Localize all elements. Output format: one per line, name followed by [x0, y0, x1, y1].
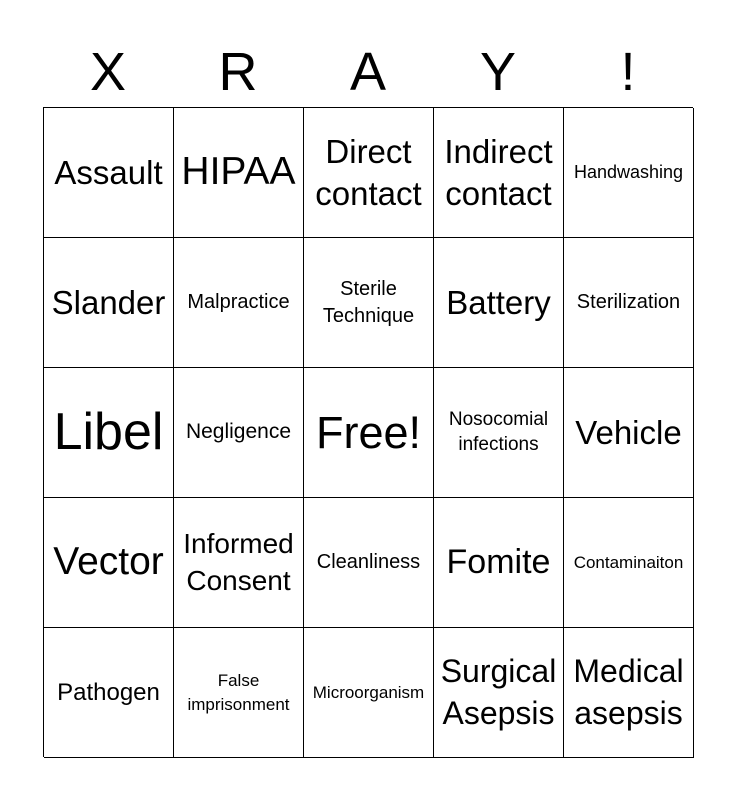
header-letter-y: Y: [479, 42, 517, 102]
bingo-cell-handwashing[interactable]: Handwashing: [564, 108, 694, 238]
bingo-cell-battery[interactable]: Battery: [434, 238, 564, 368]
bingo-cell-indirect-contact[interactable]: Indirect contact: [434, 108, 564, 238]
bingo-cell-direct-contact[interactable]: Direct contact: [304, 108, 434, 238]
bingo-card-grid: [43, 107, 693, 757]
bingo-cell-fomite[interactable]: Fomite: [434, 498, 564, 628]
bingo-cell-nosocomial-infections[interactable]: Nosocomial infections: [434, 368, 564, 498]
bingo-cell-pathogen[interactable]: Pathogen: [44, 628, 174, 758]
bingo-cell-negligence[interactable]: Negligence: [174, 368, 304, 498]
header-letter-x: X: [89, 42, 127, 102]
bingo-cell-slander[interactable]: Slander: [44, 238, 174, 368]
header-letter-r: R: [218, 42, 258, 102]
bingo-cell-hipaa[interactable]: HIPAA: [174, 108, 304, 238]
bingo-cell-surgical-asepsis[interactable]: Surgical Asepsis: [434, 628, 564, 758]
bingo-cell-contaminaiton[interactable]: Contaminaiton: [564, 498, 694, 628]
bingo-cell-informed-consent[interactable]: Informed Consent: [174, 498, 304, 628]
bingo-cell-assault[interactable]: Assault: [44, 108, 174, 238]
bingo-cell-vector[interactable]: Vector: [44, 498, 174, 628]
bingo-cell-vehicle[interactable]: Vehicle: [564, 368, 694, 498]
bingo-cell-medical-asepsis[interactable]: Medical asepsis: [564, 628, 694, 758]
bingo-cell-libel[interactable]: Libel: [44, 368, 174, 498]
bingo-cell-cleanliness[interactable]: Cleanliness: [304, 498, 434, 628]
bingo-cell-sterile-technique[interactable]: Sterile Technique: [304, 238, 434, 368]
bingo-cell-malpractice[interactable]: Malpractice: [174, 238, 304, 368]
bingo-header: [43, 40, 693, 104]
header-letter-a: A: [349, 42, 387, 102]
header-letter-exclamation: !: [620, 42, 636, 102]
bingo-cell-sterilization[interactable]: Sterilization: [564, 238, 694, 368]
bingo-cell-false-imprisonment[interactable]: False imprisonment: [174, 628, 304, 758]
bingo-cell-microorganism[interactable]: Microorganism: [304, 628, 434, 758]
bingo-cell-free-space[interactable]: Free!: [304, 368, 434, 498]
